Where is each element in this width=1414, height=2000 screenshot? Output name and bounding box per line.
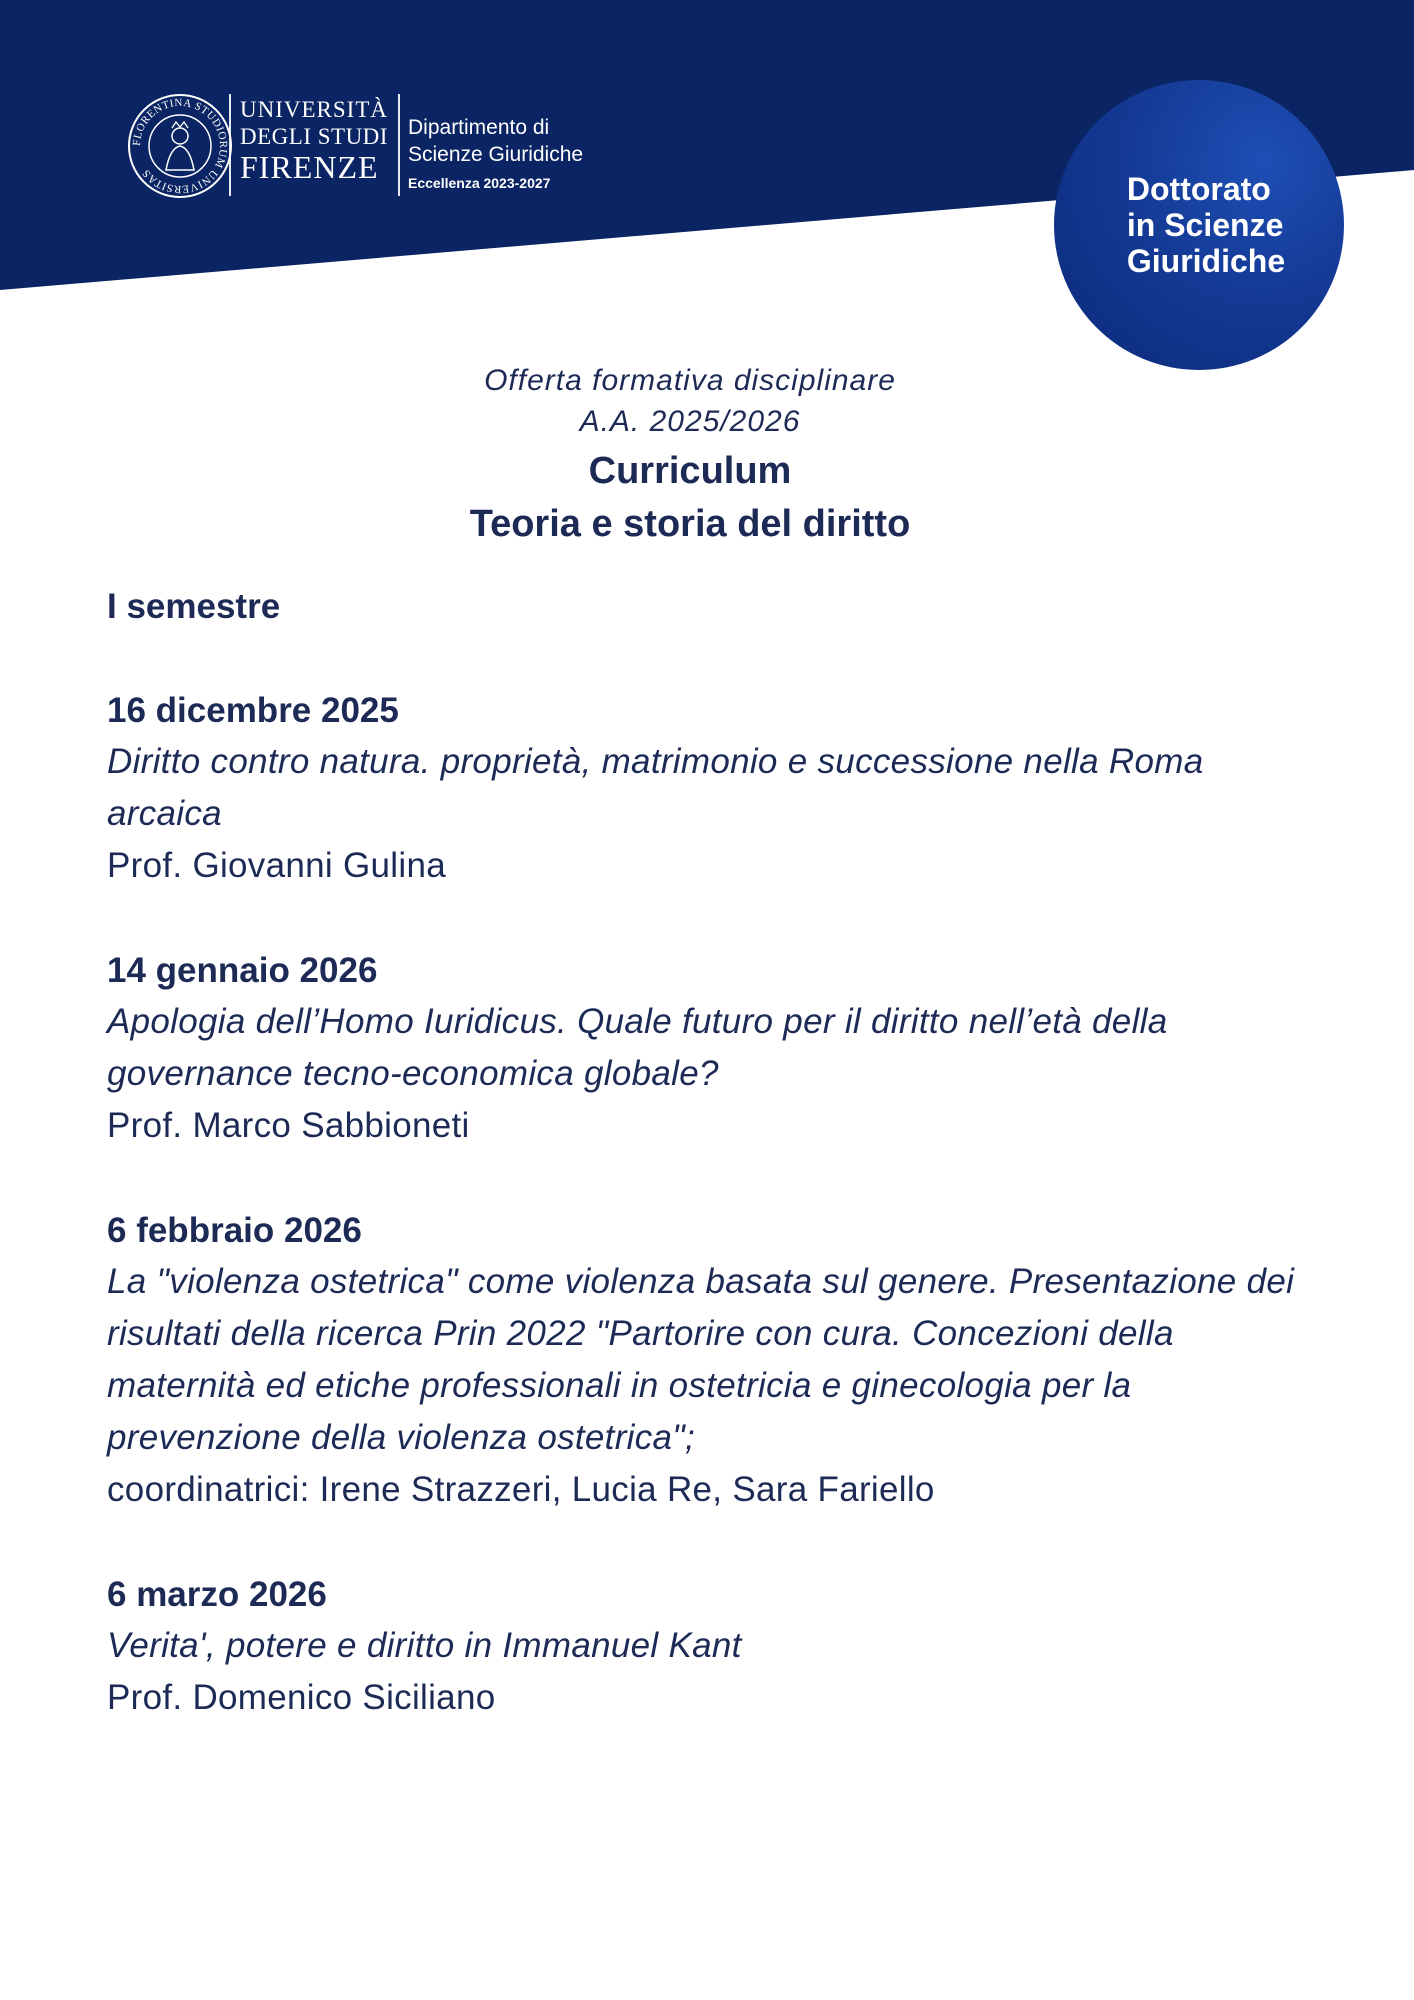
logo-divider <box>229 94 231 196</box>
session-title: Diritto contro natura. proprietà, matrimonio e successione nella Roma arcaica <box>107 742 1204 833</box>
session-item <box>107 685 1327 891</box>
session-speaker: Prof. Marco Sabbioneti <box>107 1106 470 1145</box>
session-date: 16 dicembre 2025 <box>107 691 399 730</box>
university-name-line1: UNIVERSITÀ <box>240 97 388 122</box>
offer-label: Offerta formativa disciplinare <box>484 364 896 397</box>
session-item <box>107 945 1327 1151</box>
seal-text: FLORENTINA STUDIORUM UNIVERSITAS <box>130 96 230 196</box>
university-logo <box>126 92 606 202</box>
department-name <box>408 114 583 191</box>
phd-badge <box>1054 80 1344 370</box>
session-title: Apologia dell’Homo Iuridicus. Quale futuro per il diritto nell’età della governance tecno-economica globale? <box>107 1002 1168 1093</box>
university-seal-icon <box>126 92 234 200</box>
session-item <box>107 1569 1327 1723</box>
intro-heading <box>190 360 1190 551</box>
session-date: 14 gennaio 2026 <box>107 951 378 990</box>
semester-heading: I semestre <box>107 587 281 626</box>
university-name-line3: FIRENZE <box>240 149 379 185</box>
session-speaker: coordinatrici: Irene Strazzeri, Lucia Re, Sara Fariello <box>107 1470 935 1509</box>
session-date: 6 febbraio 2026 <box>107 1211 362 1250</box>
university-name-line2: DEGLI STUDI <box>240 124 388 149</box>
academic-year: A.A. 2025/2026 <box>579 405 801 438</box>
session-speaker: Prof. Giovanni Gulina <box>107 846 446 885</box>
department-line2: Scienze Giuridiche <box>408 143 584 166</box>
logo-divider <box>398 94 400 196</box>
university-name <box>240 98 388 183</box>
schedule <box>107 583 1327 1777</box>
curriculum-label: Curriculum <box>588 450 792 492</box>
session-item <box>107 1205 1327 1515</box>
session-title: Verita', potere e diritto in Immanuel Kant <box>107 1626 742 1665</box>
session-speaker: Prof. Domenico Siciliano <box>107 1678 496 1717</box>
curriculum-name: Teoria e storia del diritto <box>469 503 911 545</box>
phd-badge-title: Dottorato in Scienze Giuridiche <box>1126 171 1286 279</box>
session-date: 6 marzo 2026 <box>107 1575 327 1614</box>
department-line1: Dipartimento di <box>408 116 550 139</box>
session-title: La "violenza ostetrica" come violenza basata sul genere. Presentazione dei risultati della ricerca Prin 2022 "Partorire con cura. Concezioni della maternità ed etiche professionali in ostetricia e ginecologia per la prevenzione della violenza ostetrica"; <box>107 1262 1295 1457</box>
excellence-label: Eccellenza 2023-2027 <box>408 175 551 191</box>
